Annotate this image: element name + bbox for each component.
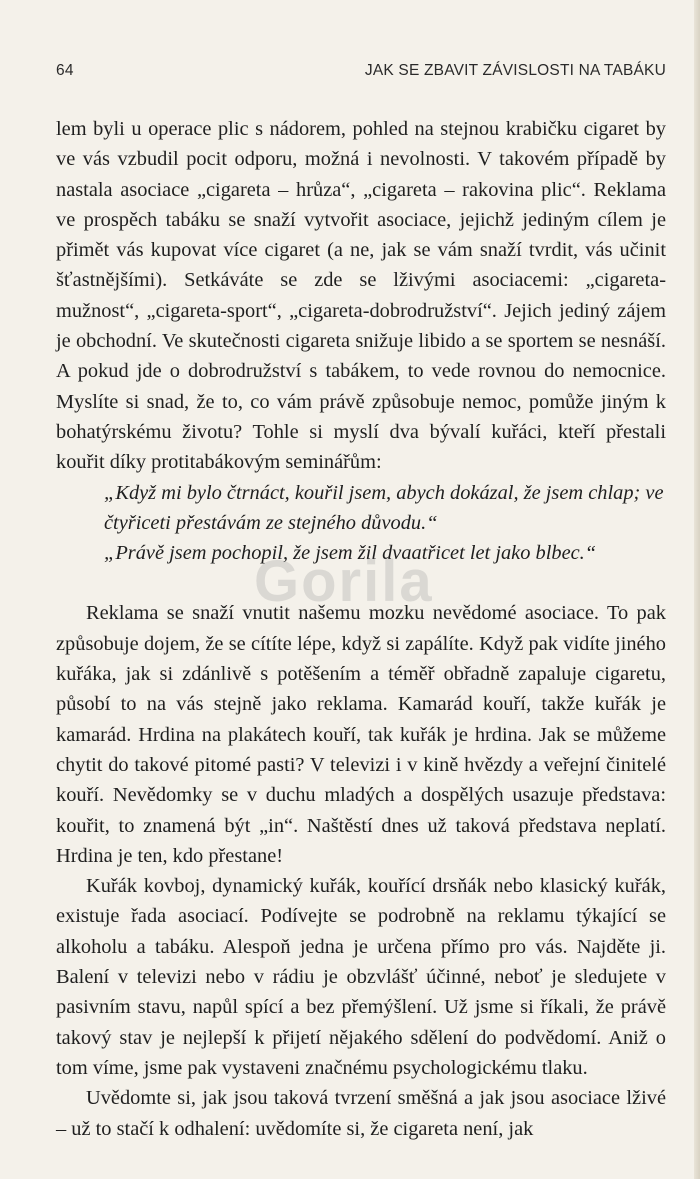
page-number: 64 xyxy=(56,62,74,79)
quote-2: „Právě jsem pochopil, že jsem žil dvaatřicet let jako blbec.“ xyxy=(104,542,597,565)
running-head: JAK SE ZBAVIT ZÁVISLOSTI NA TABÁKU xyxy=(364,62,666,79)
paragraph-associations: Kuřák kovboj, dynamický kuřák, kouřící drsňák nebo klasický kuřák, existuje řada asociací. Podívejte se podrobně na reklamu týkající se alkoholu a tabáku. Alespoň jedna je určena přímo pro vás. Najděte ji. Balení v televizi nebo v rádiu je obzvlášť účinné, neboť je sledujete v pasivním stavu, napůl spící a bez přemýšlení. Už jsme si říkali, že právě takový stav je nejlepší k přijetí nějakého sdělení do podvědomí. Aniž o tom víme, jsme pak vystaveni značnému psychologickému tlaku. xyxy=(56,875,666,1079)
page-edge xyxy=(694,0,700,1179)
paragraph-realize: Uvědomte si, jak jsou taková tvrzení směšná a jak jsou asociace lživé – už to stačí k odhalení: uvědomíte si, že cigareta není, jak xyxy=(56,1087,666,1140)
paragraph-continuation: lem byli u operace plic s nádorem, pohled na stejnou krabičku cigaret by ve vás vzbudil pocit odporu, možná i nevolnosti. V takovém případě by nastala asociace „cigareta – hrůza“, „cigareta – rakovina plic“. Reklama ve prospěch tabáku se snaží vytvořit asociace, jejichž jediným cílem je přimět vás kupovat více cigaret (a ne, jak se vám snaží tvrdit, vás učinit šťastnějšími). Setkáváte se zde se lživými asociacemi: „cigareta-mužnost“, „cigareta-sport“, „cigareta-dobrodružství“. Jejich jediný zájem je obchodní. Ve skutečnosti cigareta snižuje libido a se sportem se nesnáší. A pokud jde o dobrodružství s tabákem, to vede rovnou do nemocnice. Myslíte si snad, že to, co vám právě způsobuje nemoc, pomůže jiným k bohatýrskému životu? Tohle si myslí dva bývalí kuřáci, kteří přestali kouřit díky protitabákovým seminářům: xyxy=(56,118,666,474)
body-text xyxy=(56,114,666,1144)
paragraph-advertising: Reklama se snaží vnutit našemu mozku nevědomé asociace. To pak způsobuje dojem, že se cítíte lépe, když si zapálíte. Když pak vidíte jiného kuřáka, jak si zdánlivě s potěšením a téměř obřadně zapaluje cigaretu, působí to na vás stejně jako reklama. Kamarád kouří, takže kuřák je kamarád. Hrdina na plakátech kouří, tak kuřák je hrdina. Jak se můžeme chytit do takové pitomé pasti? V televizi i v kině hvězdy a veřejní činitelé kouří. Nevědomky se v duchu mladých a dospělých usazuje představa: kouřit, to znamená být „in“. Naštěstí dnes už taková představa neplatí. Hrdina je ten, kdo přestane! xyxy=(56,602,666,867)
quote-1: „Když mi bylo čtrnáct, kouřil jsem, abych dokázal, že jsem chlap; ve čtyřiceti přestávám ze stejného důvodu.“ xyxy=(104,481,664,534)
paragraph-gap xyxy=(56,568,666,598)
watermark-logo: Gorila xyxy=(254,549,434,614)
